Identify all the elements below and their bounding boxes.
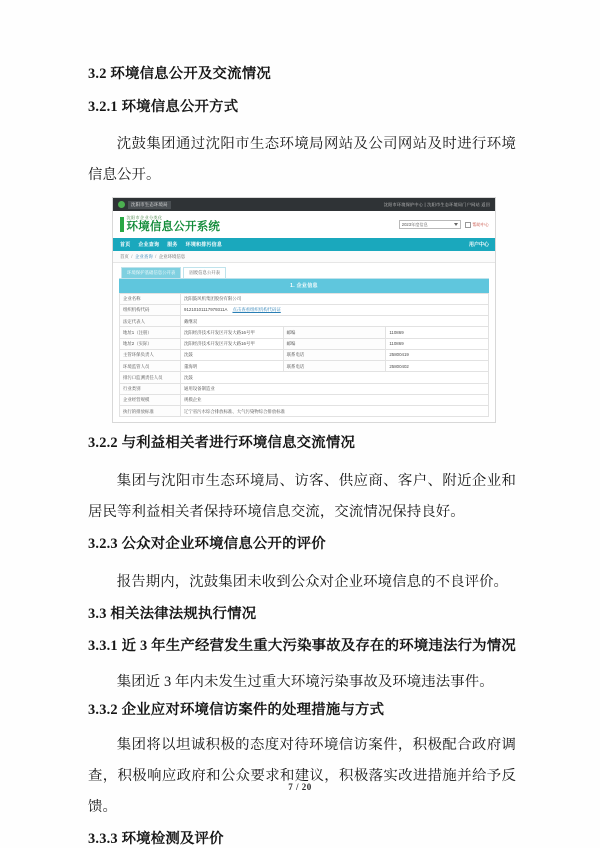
breadcrumb xyxy=(113,251,495,263)
row-label: 企业名称 xyxy=(120,293,181,304)
portal-topbar xyxy=(113,198,495,211)
breadcrumb-item-company-search[interactable]: 企业查询 xyxy=(135,253,153,259)
heading-3-3 xyxy=(88,604,516,626)
heading-3-2-1-title: 环境信息公开方式 xyxy=(121,98,239,115)
row-label: 行业类别 xyxy=(120,383,181,394)
table-row xyxy=(120,316,489,327)
portal-logo-subtitle: 沈阳市企业分类化 xyxy=(126,215,163,221)
portal-site-label: 沈阳市生态环境局 xyxy=(128,201,171,209)
heading-3-2 xyxy=(88,64,516,86)
portal-topbar-links[interactable]: 沈阳市环境保护中心 | 沈阳市生态环境局门户网站 返回 xyxy=(383,201,490,207)
table-row xyxy=(120,304,489,315)
help-center-label: 帮助中心 xyxy=(472,221,489,227)
row-value: 董海明 xyxy=(181,361,284,372)
paragraph-3-3-2: 集团将以坦诚积极的态度对待环境信访案件，积极配合政府调查，积极响应政府和公众要求和建议，积极落实改进措施并给予反馈。 xyxy=(88,737,516,816)
portal-logo-texts xyxy=(127,216,221,233)
heading-3-2-1 xyxy=(88,97,516,119)
table-section-title: 1. 企业信息 xyxy=(119,279,489,293)
embedded-portal-screenshot xyxy=(112,197,496,423)
checkbox-icon[interactable] xyxy=(465,222,471,228)
portal-logo-right xyxy=(399,220,489,229)
heading-3-2-2 xyxy=(88,433,516,455)
table-row xyxy=(120,349,489,360)
row-label-secondary: 联系电话 xyxy=(283,349,386,360)
table-row xyxy=(120,338,489,349)
heading-3-2-3-number: 3.2.3 xyxy=(88,535,118,552)
heading-3-3-1 xyxy=(88,636,516,658)
table-row xyxy=(120,293,489,304)
year-select[interactable] xyxy=(399,220,461,229)
table-row xyxy=(120,372,489,383)
row-value-secondary: 25800419 xyxy=(386,349,489,360)
row-value-secondary: 110869 xyxy=(386,338,489,349)
heading-3-2-2-number: 3.2.2 xyxy=(88,435,118,452)
heading-3-2-2-title: 与利益相关者进行环境信息交流情况 xyxy=(121,435,356,452)
table-row xyxy=(120,383,489,394)
chevron-down-icon xyxy=(454,223,458,226)
portal-nav-items xyxy=(120,241,222,248)
row-label: 环境监管人员 xyxy=(120,361,181,372)
tab-solid-waste-disclosure[interactable]: 固废信息公开表 xyxy=(183,267,226,277)
heading-3-3-title: 相关法律法规执行情况 xyxy=(110,605,257,622)
paragraph-3-2-3: 报告期内，沈鼓集团未收到公众对企业环境信息的不良评价。 xyxy=(116,573,509,590)
paragraph-3-2-2: 集团与沈阳市生态环境局、访客、供应商、客户、附近企业和居民等利益相关者保持环境信息交流，交流情况保持良好。 xyxy=(88,472,516,520)
table-row xyxy=(120,406,489,417)
nav-item-environment-discharge[interactable]: 环境和排污信息 xyxy=(185,242,223,249)
row-value: 沈阳经济技术开发区开发大路16号甲 xyxy=(181,327,284,338)
globe-icon xyxy=(118,201,125,208)
heading-3-3-2-number: 3.3.2 xyxy=(88,701,118,718)
row-label: 执行的排放标准 xyxy=(120,406,181,417)
help-center-link[interactable] xyxy=(465,222,489,228)
nav-item-service[interactable]: 服务 xyxy=(167,242,178,249)
breadcrumb-item-current: 企业环境信息 xyxy=(158,253,186,259)
table-row xyxy=(120,361,489,372)
row-label: 地址1（注册） xyxy=(120,327,181,338)
nav-item-company-search[interactable]: 企业查询 xyxy=(138,242,160,249)
row-label: 主管环保负责人 xyxy=(120,349,181,360)
company-info-table xyxy=(119,293,489,418)
heading-3-2-number: 3.2 xyxy=(88,66,107,82)
heading-3-2-title: 环境信息公开及交流情况 xyxy=(110,66,271,82)
row-value: 沈鼓 xyxy=(181,349,284,360)
heading-3-2-1-number: 3.2.1 xyxy=(88,98,118,115)
breadcrumb-item-home[interactable]: 首页 xyxy=(120,253,129,259)
row-label: 企业经营规模 xyxy=(120,394,181,405)
portal-logo-title: 环境信息公开系统 xyxy=(126,220,221,233)
row-value: 沈阳经济技术开发区开发大路16号甲 xyxy=(181,338,284,349)
table-row xyxy=(120,327,489,338)
tab-basic-environment-disclosure[interactable]: 环境保护基础信息公开表 xyxy=(121,267,181,277)
year-select-value: 2023年度信息 xyxy=(401,221,428,227)
paragraph-3-3-1: 集团近 3 年内未发生过重大环境污染事故及环境违法事件。 xyxy=(116,673,494,690)
heading-3-3-1-number: 3.3.1 xyxy=(88,638,118,655)
row-value: 沈鼓 xyxy=(181,372,489,383)
row-label: 地址2（实际） xyxy=(120,338,181,349)
page-number: 7 / 20 xyxy=(288,782,312,792)
heading-3-3-number: 3.3 xyxy=(88,605,107,622)
heading-3-3-2 xyxy=(88,700,516,722)
row-value: 辽宁省污水综合排放标准、大气污染物综合排放标准 xyxy=(181,406,489,417)
row-value: 通用设备制造业 xyxy=(181,383,489,394)
breadcrumb-separator: / xyxy=(131,254,133,260)
heading-3-2-3-title: 公众对企业环境信息公开的评价 xyxy=(121,535,326,552)
nav-item-user-center[interactable]: 用户中心 xyxy=(468,242,489,249)
table-row xyxy=(120,394,489,405)
row-value: 规模企业 xyxy=(181,394,489,405)
row-label-secondary: 联系电话 xyxy=(283,361,386,372)
page-content xyxy=(88,64,516,848)
view-org-code-link[interactable]: 点击查看组织机构代码证 xyxy=(232,307,281,313)
company-info-table-body xyxy=(120,293,489,417)
logo-mark-icon xyxy=(120,217,124,232)
row-value-secondary: 25800402 xyxy=(386,361,489,372)
portal-tabs xyxy=(119,267,489,278)
heading-3-3-3 xyxy=(88,829,516,848)
row-label: 排污口监测责任人员 xyxy=(120,372,181,383)
row-label: 组织机构代码 xyxy=(120,304,181,315)
portal-nav-bar xyxy=(113,238,495,251)
row-value: 戴继双 xyxy=(181,316,489,327)
portal-body xyxy=(113,263,495,422)
portal-logo xyxy=(120,216,220,233)
portal-topbar-left xyxy=(118,201,171,209)
heading-3-3-3-number: 3.3.3 xyxy=(88,831,118,848)
row-value: 沈阳鼓风机集团股份有限公司 xyxy=(181,293,489,304)
breadcrumb-separator-2: / xyxy=(155,254,157,260)
row-value-text: 91210101117979311A xyxy=(184,307,228,313)
heading-3-3-3-title: 环境检测及评价 xyxy=(121,831,224,848)
row-value xyxy=(181,304,489,315)
portal-logo-bar xyxy=(113,211,495,238)
heading-3-3-2-title: 企业应对环境信访案件的处理措施与方式 xyxy=(121,701,385,718)
heading-3-2-3 xyxy=(88,534,516,556)
row-label: 法定代表人 xyxy=(120,316,181,327)
paragraph-3-2-1: 沈鼓集团通过沈阳市生态环境局网站及公司网站及时进行环境信息公开。 xyxy=(88,136,516,184)
nav-item-home[interactable]: 首页 xyxy=(120,242,131,249)
row-label-secondary: 邮编 xyxy=(283,338,386,349)
heading-3-3-1-title: 近 3 年生产经营发生重大污染事故及存在的环境违法行为情况 xyxy=(121,638,516,655)
row-label-secondary: 邮编 xyxy=(283,327,386,338)
row-value-secondary: 110869 xyxy=(386,327,489,338)
